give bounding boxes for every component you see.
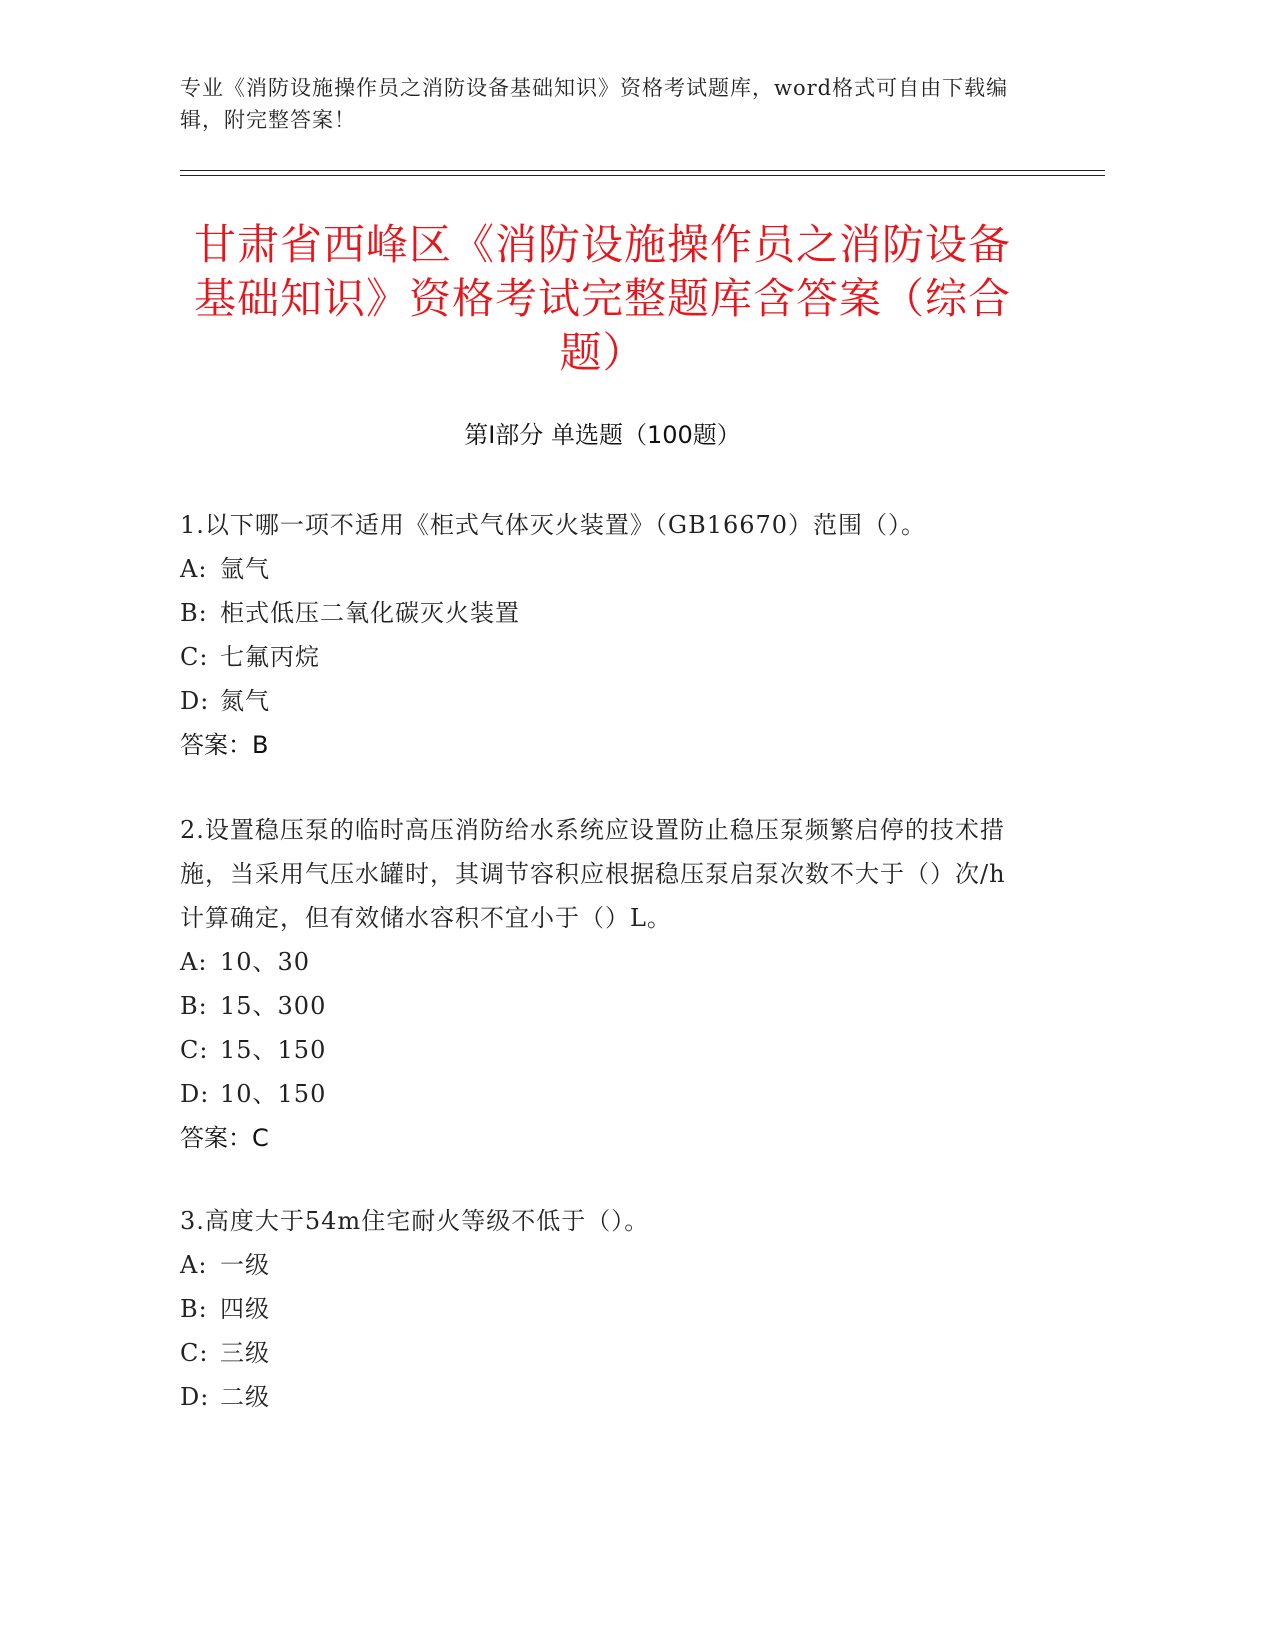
question-stem: 3.高度大于54m住宅耐火等级不低于（）。 [180,1207,650,1235]
option-a [180,1243,1020,1287]
option-d [180,1072,1020,1116]
option-text: 七氟丙烷 [220,643,320,671]
option-letter: A: [180,1251,208,1279]
answer: 答案：B [180,731,269,759]
option-text: 氮气 [220,687,270,715]
header-divider-top [180,170,1105,171]
option-letter: C: [180,1036,209,1064]
option-a [180,547,1020,591]
option-letter: D: [180,1383,210,1411]
header-divider-bottom [180,175,1105,176]
option-d [180,1375,1020,1419]
header-note: 专业《消防设施操作员之消防设备基础知识》资格考试题库，word格式可自由下载编辑，附完整答案！ [180,76,1009,132]
option-text: 四级 [220,1295,270,1323]
section-heading: 第Ⅰ部分 单选题（100题） [464,421,741,449]
option-letter: C: [180,643,209,671]
option-d [180,679,1020,723]
option-text: 15、300 [220,992,327,1020]
option-text: 10、30 [220,948,311,976]
option-text: 10、150 [220,1080,327,1108]
option-b [180,984,1020,1028]
option-letter: D: [180,1080,210,1108]
option-text: 二级 [220,1383,270,1411]
document-title: 甘肃省西峰区《消防设施操作员之消防设备基础知识》资格考试完整题库含答案（综合题） [193,220,1011,377]
option-c [180,1331,1020,1375]
option-letter: B: [180,992,208,1020]
question-3 [180,1199,1020,1419]
question-2 [180,808,1020,1160]
option-b [180,591,1020,635]
option-b [180,1287,1020,1331]
option-c [180,635,1020,679]
option-a [180,940,1020,984]
option-text: 氩气 [220,555,270,583]
question-1 [180,503,1020,767]
option-c [180,1028,1020,1072]
option-letter: B: [180,599,208,627]
option-text: 柜式低压二氧化碳灭火装置 [220,599,520,627]
question-stem: 2.设置稳压泵的临时高压消防给水系统应设置防止稳压泵频繁启停的技术措施，当采用气压水罐时，其调节容积应根据稳压泵启泵次数不大于（）次/h计算确定，但有效储水容积不宜小于（）L。 [180,816,1006,932]
question-stem: 1.以下哪一项不适用《柜式气体灭火装置》（GB16670）范围（）。 [180,511,927,539]
option-letter: B: [180,1295,208,1323]
option-letter: A: [180,948,208,976]
option-text: 三级 [220,1339,270,1367]
answer: 答案：C [180,1124,269,1152]
option-letter: C: [180,1339,209,1367]
option-letter: D: [180,687,210,715]
option-text: 15、150 [220,1036,327,1064]
option-text: 一级 [220,1251,270,1279]
option-letter: A: [180,555,208,583]
